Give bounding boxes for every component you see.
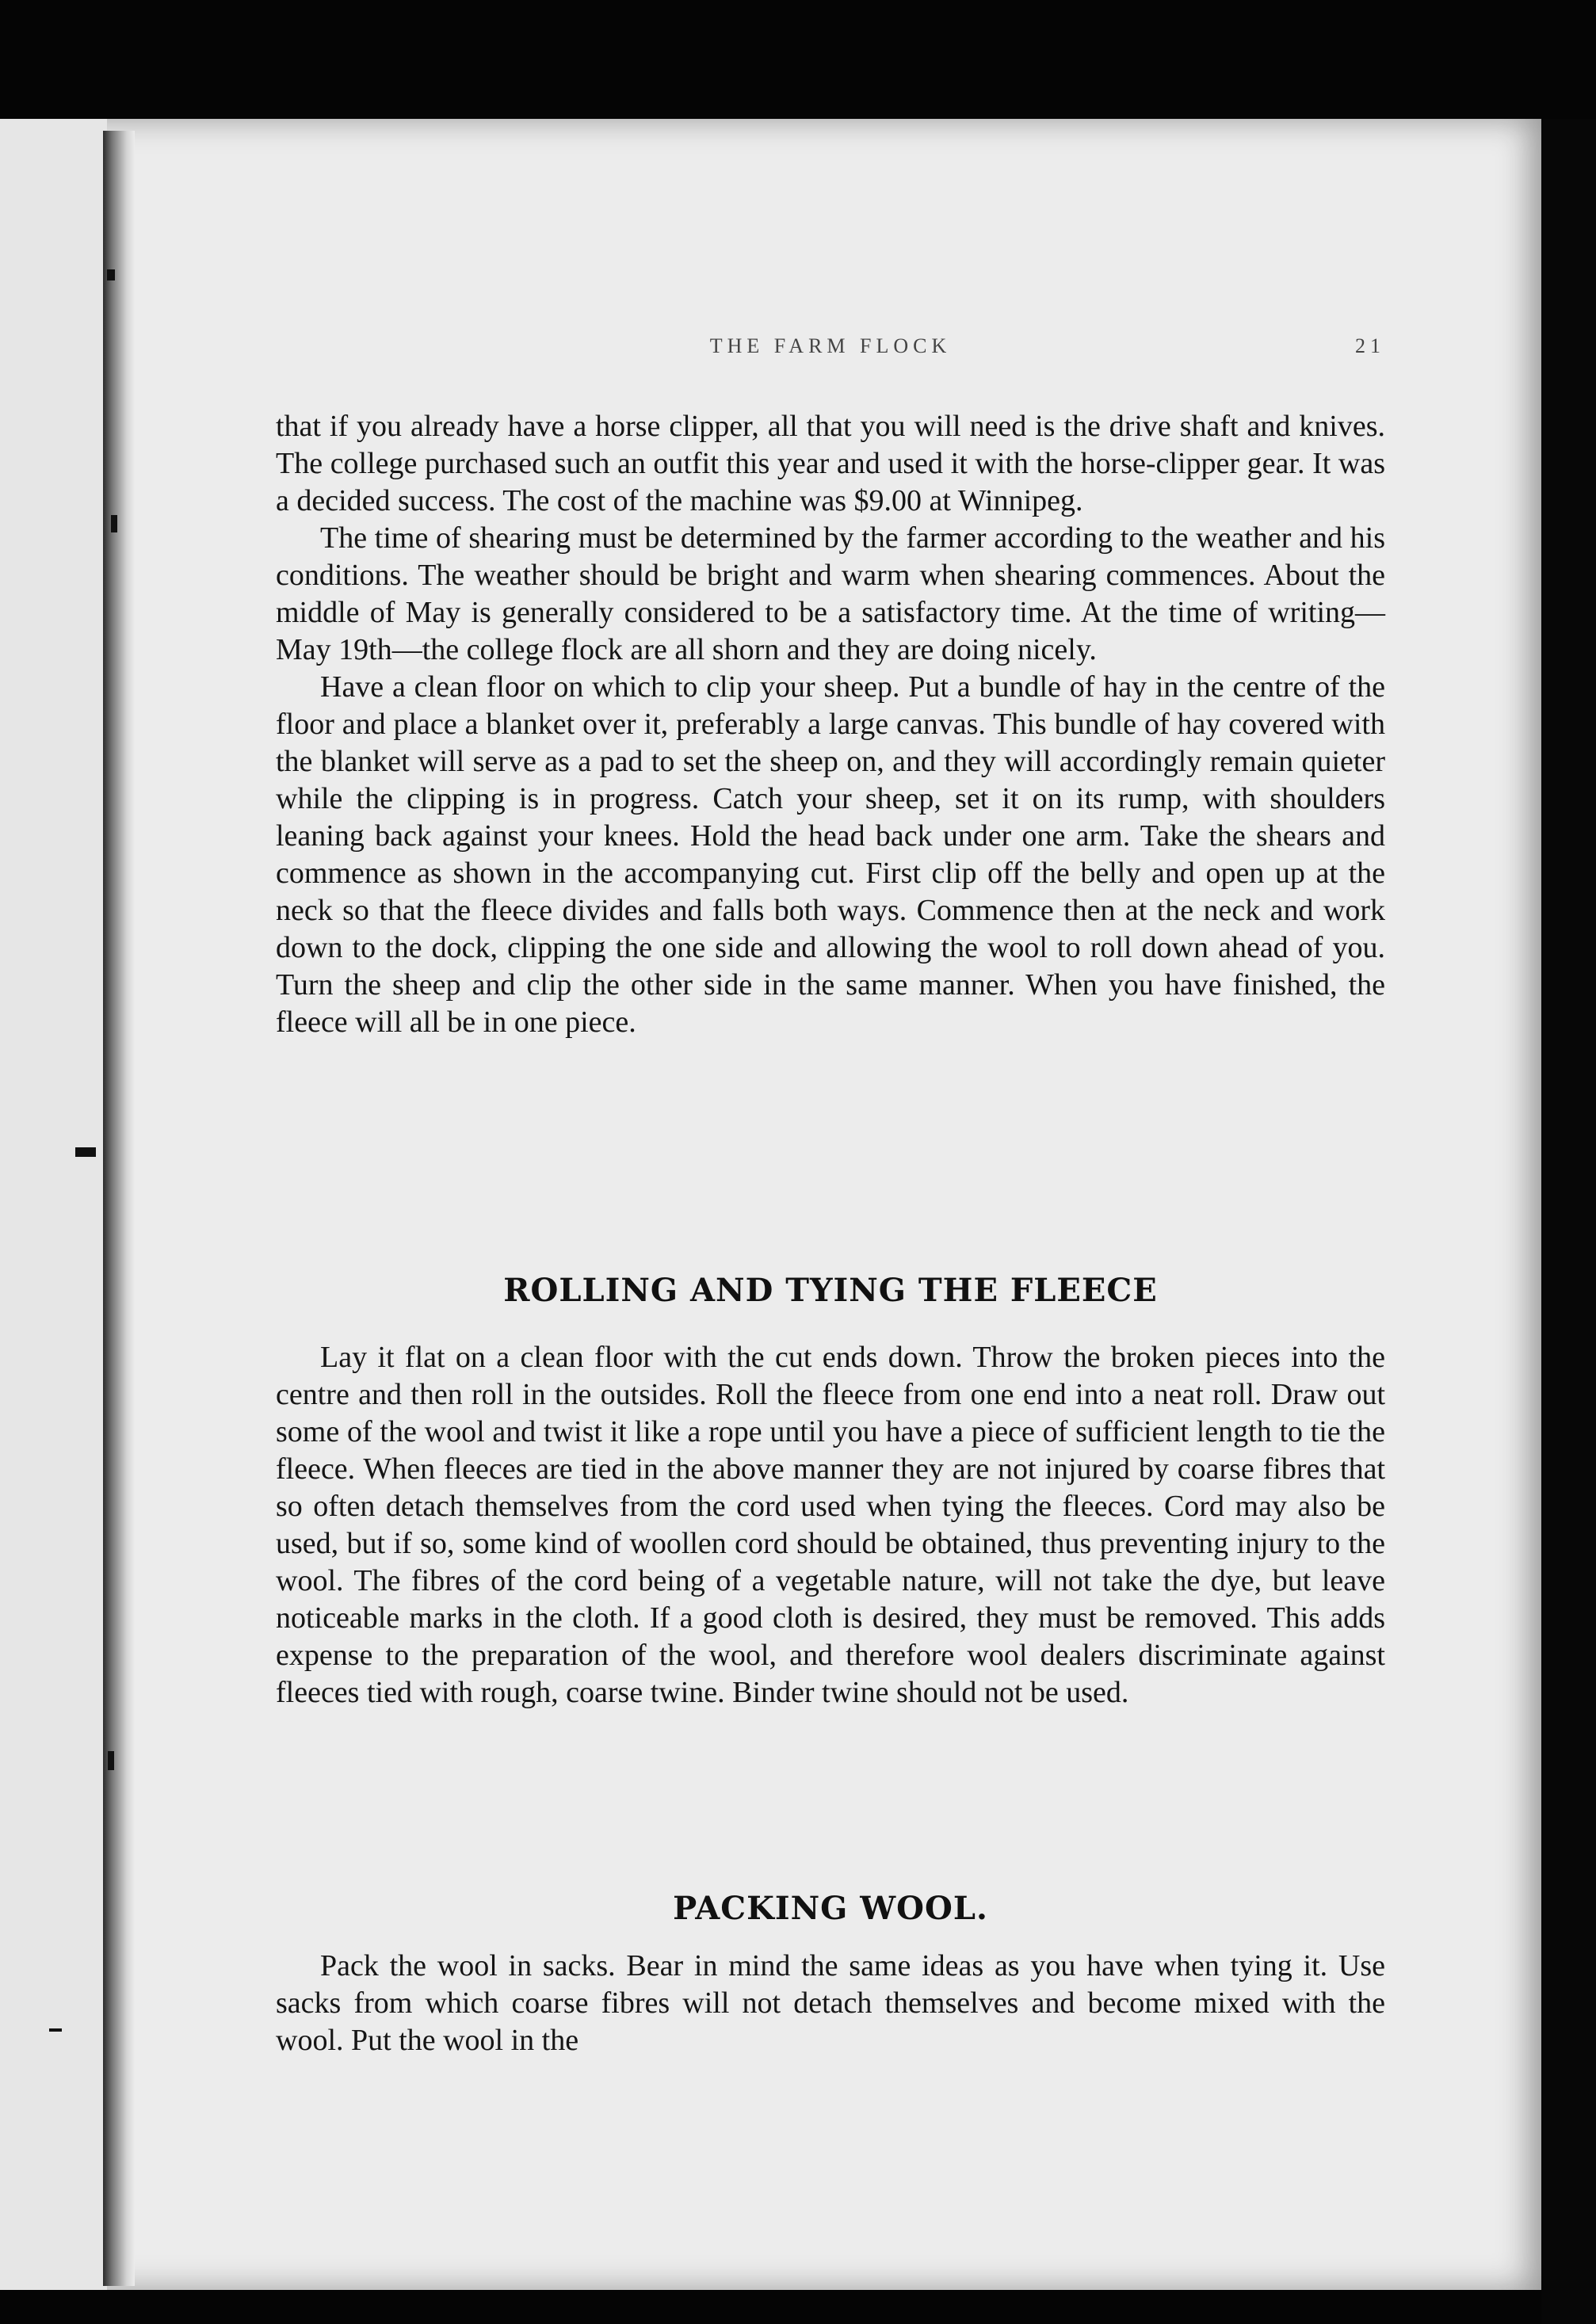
section-heading-rolling: ROLLING AND TYING THE FLEECE	[503, 1272, 1158, 1309]
section-packing	[276, 1948, 1385, 2059]
book-gutter	[103, 131, 135, 2286]
section-rolling	[276, 1339, 1385, 1712]
gutter-speck	[108, 1751, 114, 1770]
paragraph: Pack the wool in sacks. Bear in mind the same ideas as you have when tying it. Use sacks from which coarse fibres will not detach themselves and become mixed with the wool. Put the wool in the	[276, 1949, 1385, 2057]
gutter-speck	[75, 1147, 96, 1157]
paragraph: that if you already have a horse clipper, all that you will need is the drive shaft and knives. The college purchased such an outfit this year and used it with the horse-clipper gear. It was a decided success. The cost of the machine was $9.00 at Winnipeg.	[276, 410, 1385, 517]
section-heading-packing: PACKING WOOL.	[673, 1890, 988, 1927]
gutter-speck	[111, 515, 117, 532]
gutter-speck	[107, 269, 115, 280]
paragraph: Lay it flat on a clean floor with the cut ends down. Throw the broken pieces into the centre and then roll in the outsides. Roll the fleece from one end into a neat roll. Draw out some of the wool and twist it like a rope until you have a piece of sufficient length to tie the fleece. When fleeces are tied in the above manner they are not injured by coarse fibres that so often detach themselves from the cord used when tying the fleeces. Cord may also be used, but if so, some kind of woollen cord should be obtained, thus preventing injury to the wool. The fibres of the cord being of a vegetable nature, will not take the dye, but leave noticeable marks in the cloth. If a good cloth is desired, they must be removed. This adds expense to the preparation of the wool, and therefore wool dealers discriminate against fleeces tied with rough, coarse twine. Binder twine should not be used.	[276, 1341, 1385, 1709]
running-head-title: THE FARM FLOCK	[709, 334, 952, 357]
section-shearing	[276, 408, 1385, 1041]
running-head	[276, 334, 1385, 366]
facing-page-edge	[0, 119, 107, 2290]
paragraph: The time of shearing must be determined by the farmer according to the weather and his conditions. The weather should be bright and warm when shearing commences. About the middle of May is generally considered to be a satisfactory time. At the time of writing—May 19th—the college flock are all shorn and they are doing nicely.	[276, 521, 1385, 666]
page-number: 21	[1355, 334, 1385, 357]
scan-border-right	[1541, 119, 1596, 2324]
paragraph: Have a clean floor on which to clip your sheep. Put a bundle of hay in the centre of the floor and place a blanket over it, preferably a large canvas. This bundle of hay covered with the blanket will serve as a pad to set the sheep on, and they will accordingly remain quieter while the clipping is in progress. Catch your sheep, set it on its rump, with shoulders leaning back against your knees. Hold the head back under one arm. Take the shears and commence as shown in the accompanying cut. First clip off the belly and open up at the neck so that the fleece divides and falls both ways. Commence then at the neck and work down to the dock, clipping the one side and allowing the wool to roll down ahead of you. Turn the sheep and clip the other side in the same manner. When you have finished, the fleece will all be in one piece.	[276, 670, 1385, 1039]
gutter-speck	[49, 2028, 62, 2032]
